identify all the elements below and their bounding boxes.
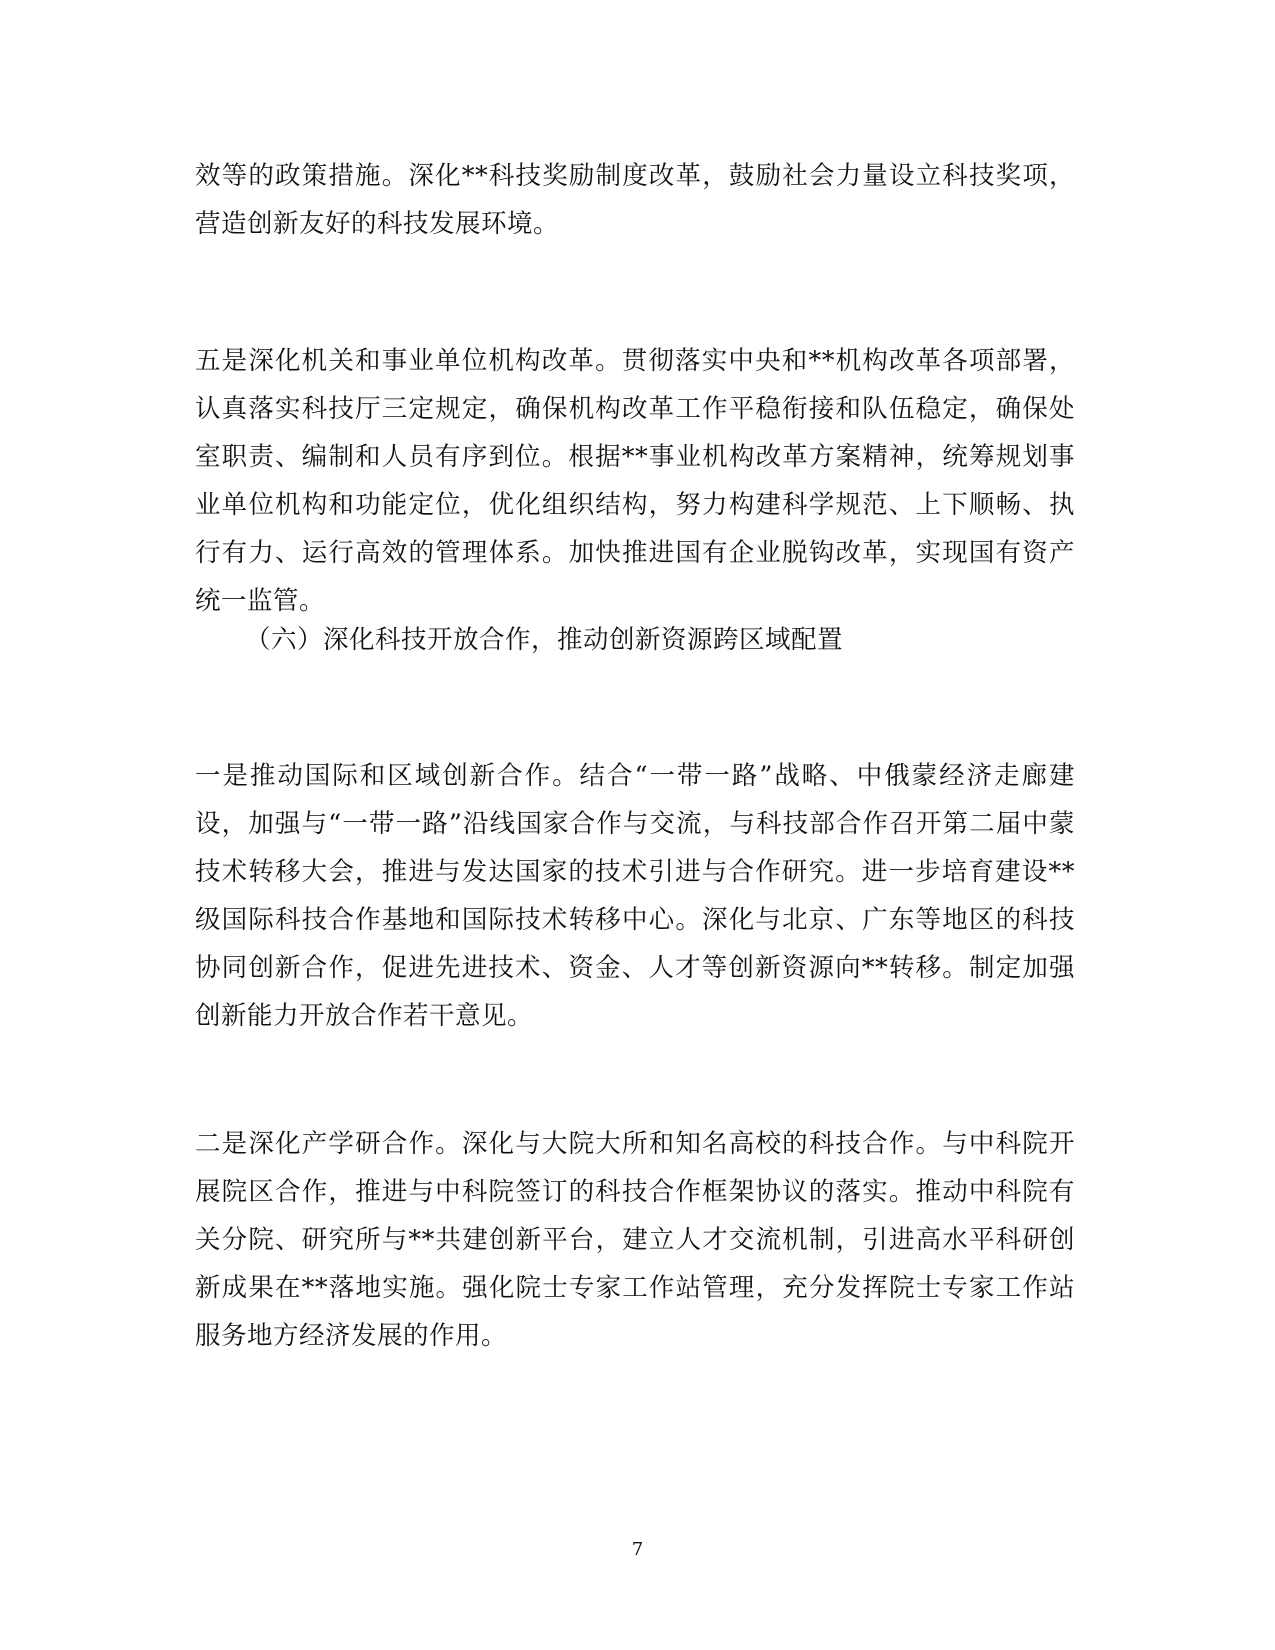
page-number: 7 [631,1539,644,1560]
paragraph-4: 二是深化产学研合作。深化与大院大所和知名高校的科技合作。与中科院开展院区合作，推进与中科院签订的科技合作框架协议的落实。推动中科院有关分院、研究所与**共建创新平台，建立人才交流机制，引进高水平科研创新成果在**落地实施。强化院士专家工作站管理，充分发挥院士专家工作站服务地方经济发展的作用。 [195,1129,1075,1351]
paragraph-1: 效等的政策措施。深化**科技奖励制度改革，鼓励社会力量设立科技奖项，营造创新友好的科技发展环境。 [195,161,1075,239]
paragraph-3: 一是推动国际和区域创新合作。结合“一带一路”战略、中俄蒙经济走廊建设，加强与“一带一路”沿线国家合作与交流，与科技部合作召开第二届中蒙技术转移大会，推进与发达国家的技术引进与合作研究。进一步培育建设**级国际科技合作基地和国际技术转移中心。深化与北京、广东等地区的科技协同创新合作，促进先进技术、资金、人才等创新资源向**转移。制定加强创新能力开放合作若干意见。 [195,761,1075,1031]
section-heading: （六）深化科技开放合作，推动创新资源跨区域配置 [245,625,844,655]
paragraph-2: 五是深化机关和事业单位机构改革。贯彻落实中央和**机构改革各项部署，认真落实科技厅三定规定，确保机构改革工作平稳衔接和队伍稳定，确保处室职责、编制和人员有序到位。根据**事业机构改革方案精神，统筹规划事业单位机构和功能定位，优化组织结构，努力构建科学规范、上下顺畅、执行有力、运行高效的管理体系。加快推进国有企业脱钩改革，实现国有资产统一监管。 [195,346,1075,616]
